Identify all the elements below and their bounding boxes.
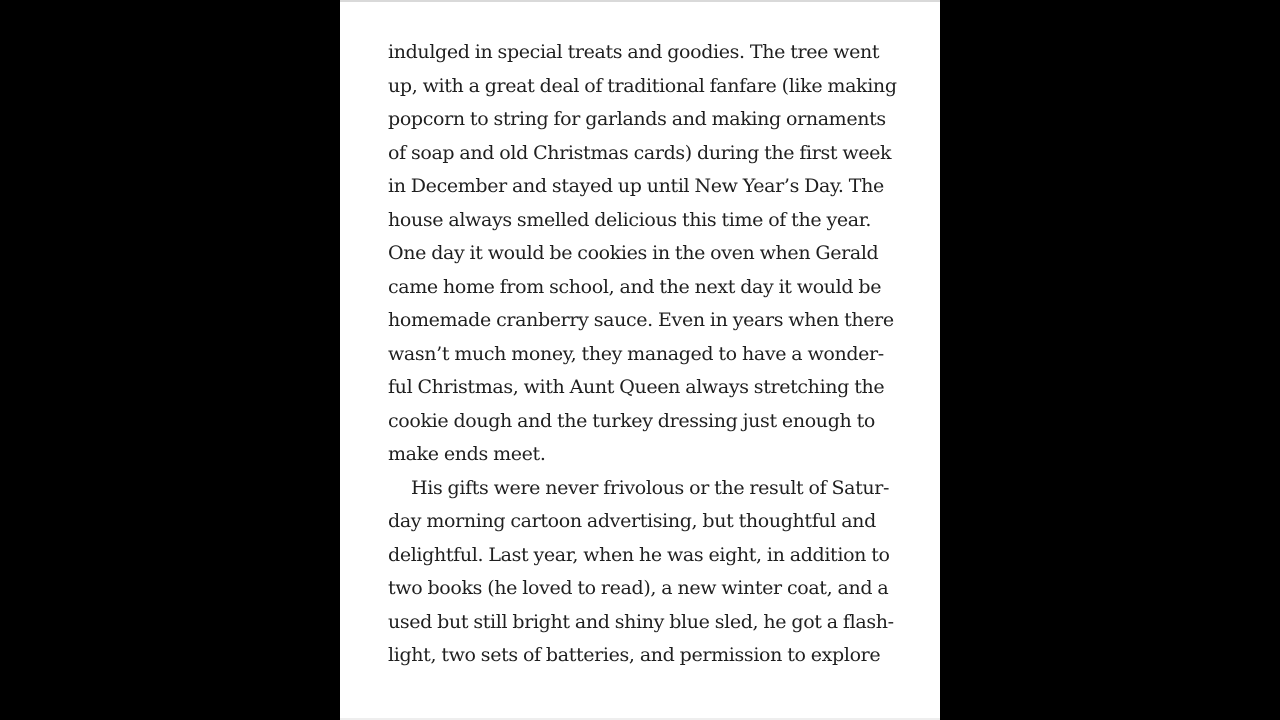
text-line: house always smelled delicious this time of the year. [388, 208, 872, 231]
text-line: used but still bright and shiny blue sled, he got a flash- [388, 610, 894, 633]
text-line: came home from school, and the next day it would be [388, 275, 882, 298]
text-line: popcorn to string for garlands and making ornaments [388, 108, 886, 130]
text-line: make ends meet. [388, 443, 546, 465]
page-text [388, 36, 940, 673]
text-line: day morning cartoon advertising, but thoughtful and [388, 510, 876, 532]
text-line: in December and stayed up until New Year’s Day. The [388, 175, 884, 197]
text-line: His gifts were never frivolous or the result of Satur- [411, 476, 890, 499]
text-line: ful Christmas, with Aunt Queen always stretching the [388, 376, 885, 398]
text-line: light, two sets of batteries, and permission to explore [388, 644, 881, 666]
text-line: One day it would be cookies in the oven when Gerald [388, 242, 879, 264]
text-line: of soap and old Christmas cards) during the first week [388, 141, 892, 164]
text-line: up, with a great deal of traditional fanfare (like making [388, 74, 897, 97]
page-top-edge [340, 0, 940, 2]
text-line: two books (he loved to read), a new winter coat, and a [388, 577, 889, 599]
text-line: indulged in special treats and goodies. The tree went [388, 41, 880, 63]
text-line: delightful. Last year, when he was eight, in addition to [388, 543, 890, 566]
text-line: cookie dough and the turkey dressing just enough to [388, 409, 875, 432]
text-line: wasn’t much money, they managed to have a wonder- [388, 342, 884, 365]
text-line: homemade cranberry sauce. Even in years when there [388, 309, 894, 331]
book-page[interactable] [340, 0, 940, 720]
